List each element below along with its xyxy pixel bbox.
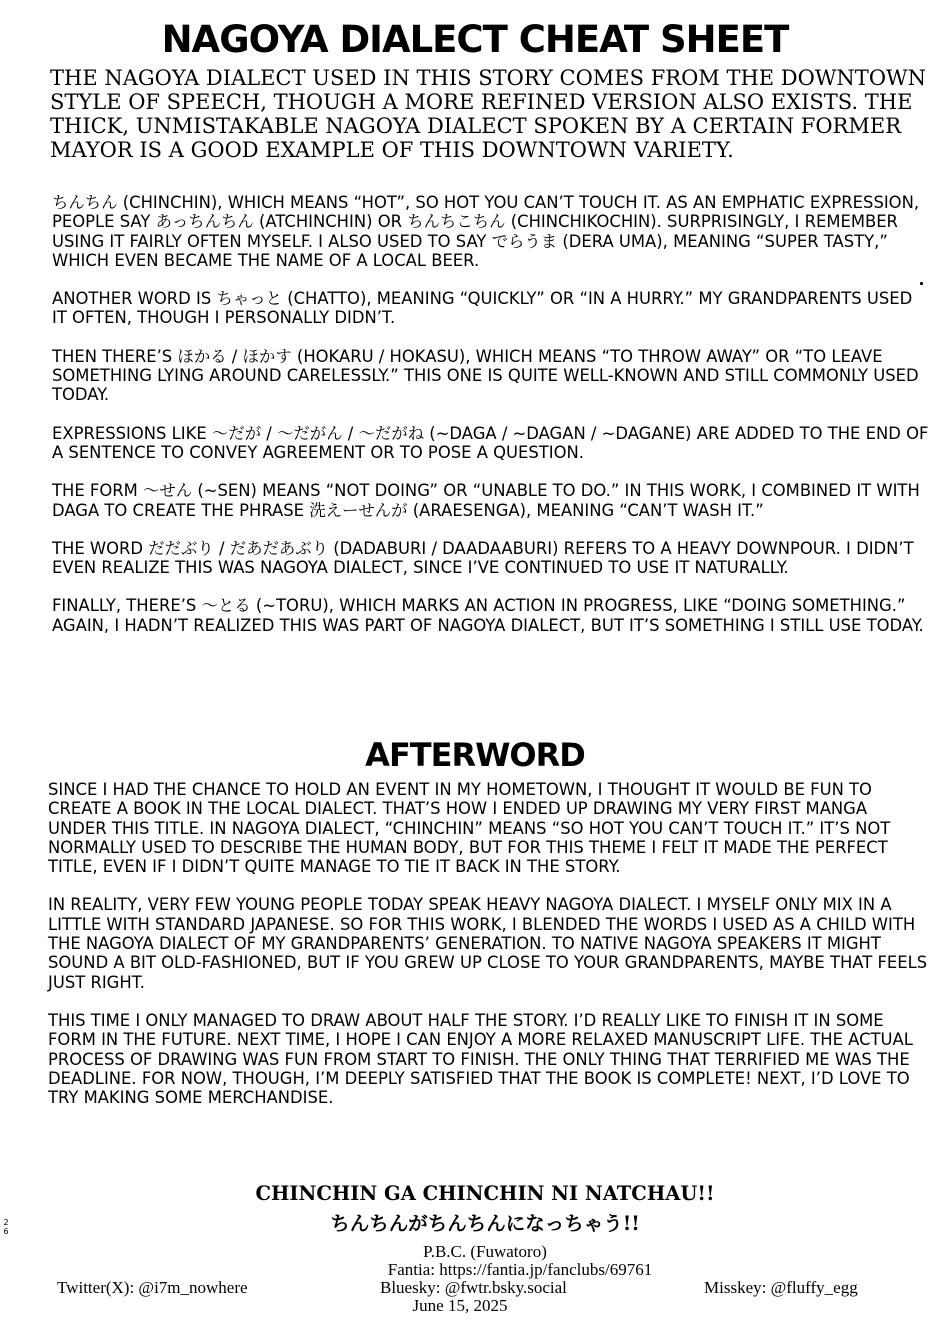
- author-credit: P.B.C. (Fuwatoro): [423, 1242, 547, 1261]
- page-number-digit: 6: [3, 1227, 9, 1236]
- dialect-entry-chatto: ANOTHER WORD IS ちゃっと (CHATTO), MEANING “QUICKLY” OR “IN A HURRY.” MY GRANDPARENTS USED IT OFTEN, THOUGH I PERSONALLY DIDN’T.: [52, 289, 913, 328]
- afterword-heading: AFTERWORD: [365, 736, 585, 774]
- dialect-entry-sen: THE FORM ～せん (~SEN) MEANS “NOT DOING” OR “UNABLE TO DO.” IN THIS WORK, I COMBINED IT WITH DAGA TO CREATE THE PHRASE 洗えーせんが (ARAESENGA), MEANING “CAN’T WASH IT.”: [52, 481, 920, 520]
- fantia-link: Fantia: https://fantia.jp/fanclubs/69761: [387, 1260, 653, 1279]
- dialect-entries: [52, 193, 932, 654]
- afterword-paragraph: THIS TIME I ONLY MANAGED TO DRAW ABOUT HALF THE STORY. I’D REALLY LIKE TO FINISH IT IN SOME FORM IN THE FUTURE. NEXT TIME, I HOPE I CAN ENJOY A MORE RELAXED MANUSCRIPT LIFE. THE ACTUAL PROCESS OF DRAWING WAS FUN FROM START TO FINISH. THE ONLY THING THAT TERRIFIED ME WAS THE DEADLINE. FOR NOW, THOUGH, I’M DEEPLY SATISFIED THAT THE BOOK IS COMPLETE! NEXT, I’D LOVE TO TRY MAKING SOME MERCHANDISE.: [48, 1010, 913, 1108]
- dialect-entry-daga: EXPRESSIONS LIKE ～だが / ～だがん / ～だがね (~DAGA / ~DAGAN / ~DAGANE) ARE ADDED TO THE END OF A SENTENCE TO CONVEY AGREEMENT OR TO POSE A QUESTION.: [52, 423, 929, 462]
- page-title: NAGOYA DIALECT CHEAT SHEET: [161, 18, 789, 61]
- dialect-entry-toru: FINALLY, THERE’S ～とる (~TORU), WHICH MARKS AN ACTION IN PROGRESS, LIKE “DOING SOMETHING.” AGAIN, I HADN’T REALIZED THIS WAS PART OF NAGOYA DIALECT, BUT IT’S SOMETHING I STILL USE TODAY.: [52, 596, 924, 635]
- misskey-handle: Misskey: @fluffy_egg: [704, 1278, 858, 1297]
- book-title-japanese: ちんちんがちんちんになっちゃう!!: [330, 1212, 640, 1235]
- afterword-paragraph: IN REALITY, VERY FEW YOUNG PEOPLE TODAY SPEAK HEAVY NAGOYA DIALECT. I MYSELF ONLY MIX IN A LITTLE WITH STANDARD JAPANESE. SO FOR THIS WORK, I BLENDED THE WORDS I USED AS A CHILD WITH THE NAGOYA DIALECT OF MY GRANDPARENTS’ GENERATION. TO NATIVE NAGOYA SPEAKERS IT MIGHT SOUND A BIT OLD-FASHIONED, BUT IF YOU GREW UP CLOSE TO YOUR GRANDPARENTS, MAYBE THAT FEELS JUST RIGHT.: [48, 895, 928, 992]
- afterword-body: [48, 780, 928, 1126]
- page-number-digit: 2: [3, 1218, 9, 1227]
- dialect-entry-dadaburi: THE WORD だだぶり / だあだあぶり (DADABURI / DAADAABURI) REFERS TO A HEAVY DOWNPOUR. I DIDN’T EVEN REALIZE THIS WAS NAGOYA DIALECT, SINCE I’VE CONTINUED TO USE IT NATURALLY.: [52, 538, 914, 578]
- dialect-entry-hokaru: THEN THERE’S ほかる / ほかす (HOKARU / HOKASU), WHICH MEANS “TO THROW AWAY” OR “TO LEAVE SOMETHING LYING AROUND CARELESSLY.” THIS ONE IS QUITE WELL-KNOWN AND STILL COMMONLY USED TODAY.: [52, 346, 919, 405]
- publication-date: June 15, 2025: [412, 1296, 508, 1315]
- intro-paragraph: THE NAGOYA DIALECT USED IN THIS STORY COMES FROM THE DOWNTOWN STYLE OF SPEECH, THOUGH A MORE REFINED VERSION ALSO EXISTS. THE THICK, UNMISTAKABLE NAGOYA DIALECT SPOKEN BY A CERTAIN FORMER MAYOR IS A GOOD EXAMPLE OF THIS DOWNTOWN VARIETY.: [50, 66, 926, 162]
- dialect-entry-chinchin: ちんちん (CHINCHIN), WHICH MEANS “HOT”, SO HOT YOU CAN’T TOUCH IT. AS AN EMPHATIC EXPRESSION, PEOPLE SAY あっちんちん (ATCHINCHIN) OR ちんちこちん (CHINCHIKOCHIN). SURPRISINGLY, I REMEMBER USING IT FAIRLY OFTEN MYSELF. I ALSO USED TO SAY でらうま (DERA UMA), MEANING “SUPER TASTY,” WHICH EVEN BECAME THE NAME OF A LOCAL BEER.: [52, 193, 920, 270]
- book-title-english: CHINCHIN GA CHINCHIN NI NATCHAU!!: [255, 1182, 715, 1205]
- afterword-paragraph: SINCE I HAD THE CHANCE TO HOLD AN EVENT IN MY HOMETOWN, I THOUGHT IT WOULD BE FUN TO CREATE A BOOK IN THE LOCAL DIALECT. THAT’S HOW I ENDED UP DRAWING MY VERY FIRST MANGA UNDER THIS TITLE. IN NAGOYA DIALECT, “CHINCHIN” MEANS “SO HOT YOU CAN’T TOUCH IT.” IT’S NOT NORMALLY USED TO DESCRIBE THE HUMAN BODY, BUT FOR THIS THEME I FELT IT MADE THE PERFECT TITLE, EVEN IF I DIDN’T QUITE MANAGE TO TIE IT BACK IN THE STORY.: [48, 780, 891, 877]
- bluesky-handle: Bluesky: @fwtr.bsky.social: [380, 1278, 567, 1297]
- page-number: [2, 1218, 10, 1236]
- margin-mark: [920, 282, 923, 285]
- twitter-handle: Twitter(X): @i7m_nowhere: [57, 1278, 248, 1297]
